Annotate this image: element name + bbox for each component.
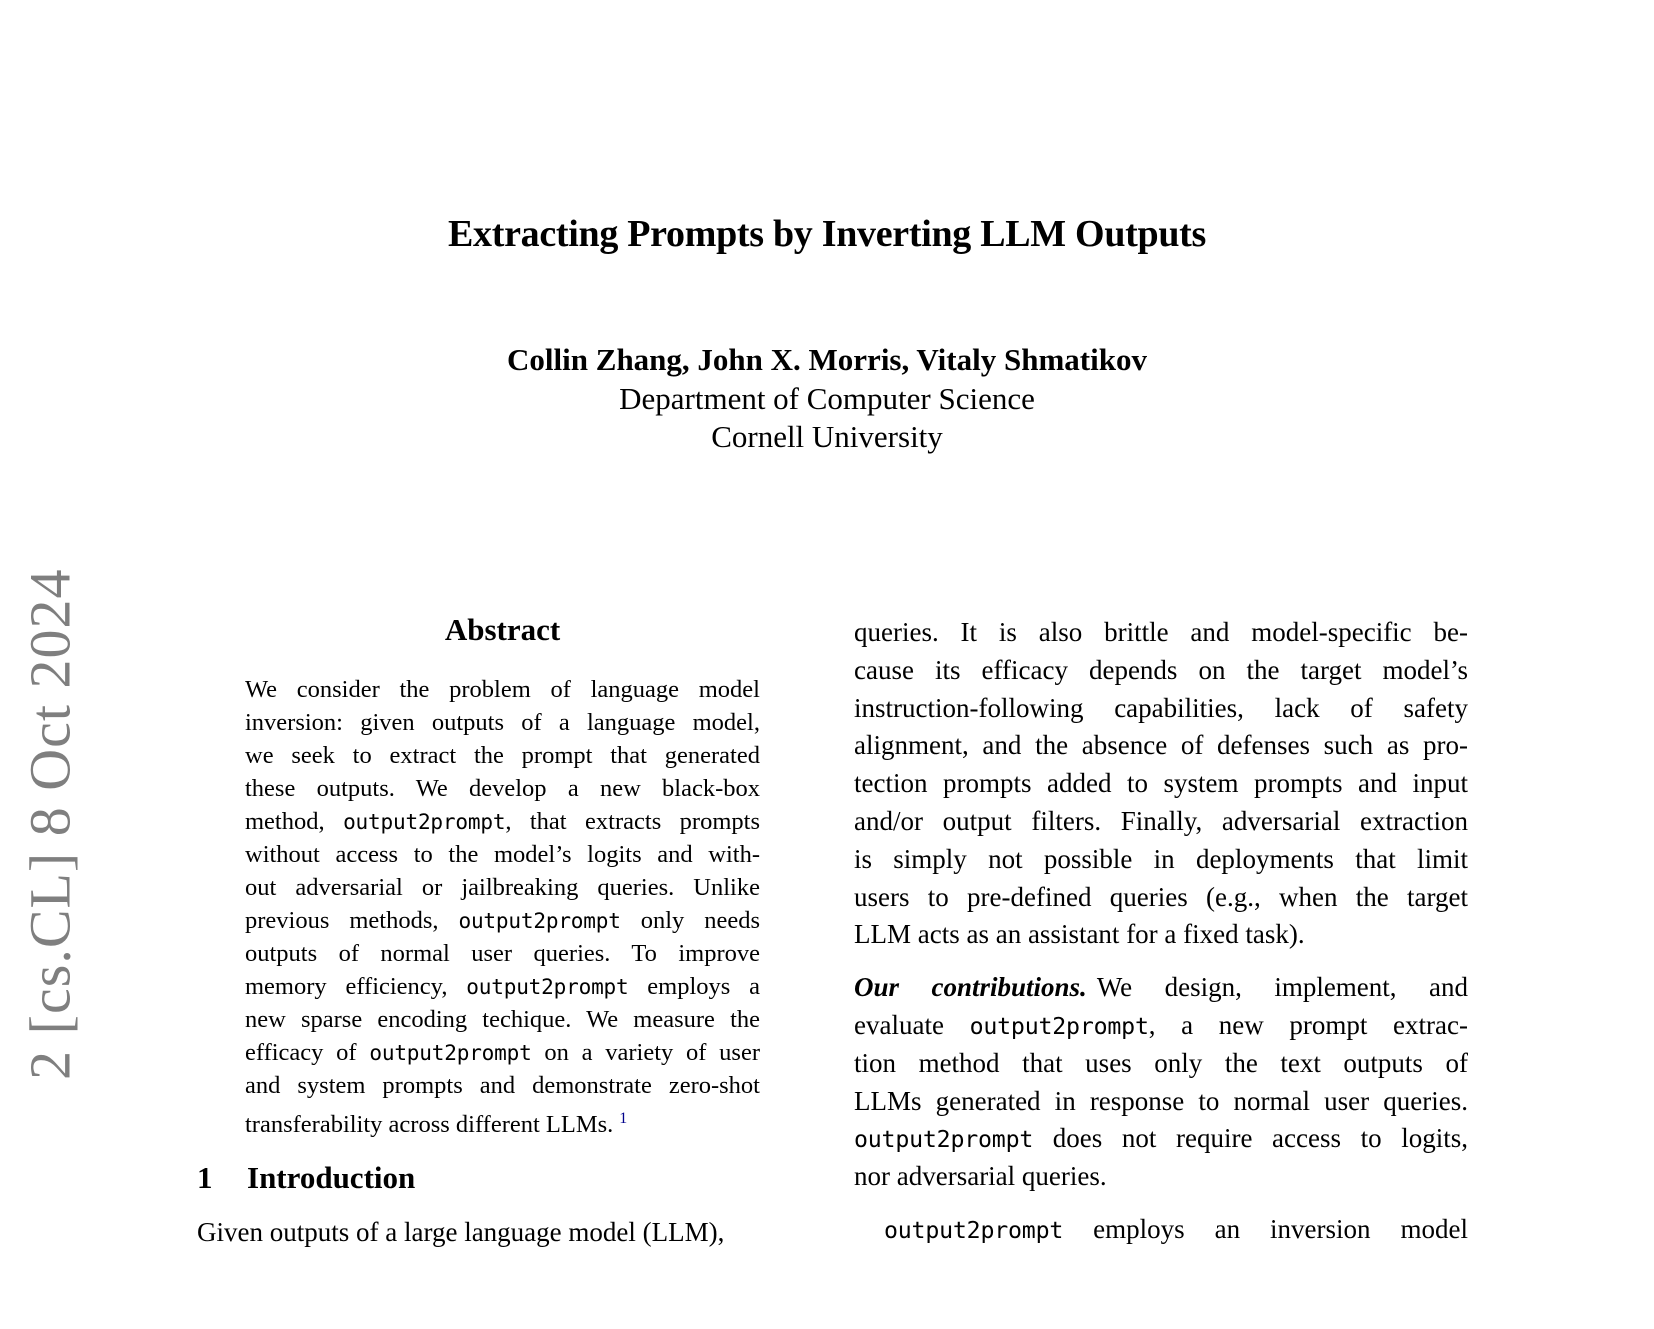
paragraph-line: LLM acts as an assistant for a fixed task). <box>854 919 1305 950</box>
text-run: LLMs generated in response to normal user queries. <box>854 1085 1468 1116</box>
text-run: employs an inversion model <box>1063 1213 1468 1244</box>
paragraph-line: alignment, and the absence of defenses such as pro- <box>854 730 1468 761</box>
text-run: on a variety of user <box>531 1039 761 1066</box>
paragraph-line: users to pre-defined queries (e.g., when the target <box>854 881 1468 912</box>
paragraph-line: cause its efficacy depends on the target model’s <box>854 654 1468 685</box>
text-run: nor adversarial queries. <box>854 1161 1107 1192</box>
contributions-line <box>854 1158 1468 1196</box>
abstract-line <box>245 904 760 937</box>
section-title: Introduction <box>247 1160 416 1195</box>
contributions-run-in-heading: Our contributions. <box>854 972 1087 1003</box>
text-run: , that extracts prompts <box>505 808 760 835</box>
introduction-paragraph: Given outputs of a large language model (LLM), <box>197 1217 725 1247</box>
text-run: these outputs. We develop a new black-box <box>245 775 760 802</box>
paragraph-line: instruction-following capabilities, lack of safety <box>854 692 1468 723</box>
abstract-line <box>245 1069 760 1102</box>
code-method-name: output2prompt <box>969 1012 1149 1040</box>
abstract-heading: Abstract <box>444 612 561 647</box>
abstract-line <box>245 838 760 871</box>
text-run: without access to the model’s logits and with- <box>245 841 760 868</box>
text-run: evaluate <box>854 1009 970 1040</box>
text-run: efficacy of <box>245 1039 370 1066</box>
contributions-line <box>854 1007 1468 1045</box>
abstract-line <box>245 1036 760 1069</box>
paragraph-line: tection prompts added to system prompts and input <box>854 768 1468 799</box>
text-run: We design, implement, and <box>1096 972 1468 1003</box>
text-run: and system prompts and demonstrate zero-shot <box>245 1072 760 1099</box>
section-heading-introduction <box>197 1160 415 1196</box>
paragraph-line: is simply not possible in deployments that limit <box>854 843 1468 874</box>
text-run: We consider the problem of language model <box>245 676 760 703</box>
abstract-line <box>245 706 760 739</box>
abstract-line <box>245 937 760 970</box>
abstract-line <box>245 1003 760 1036</box>
abstract-body <box>245 673 761 1139</box>
code-method-name: output2prompt <box>466 974 629 999</box>
abstract-line <box>245 673 760 706</box>
code-method-name: output2prompt <box>458 908 621 933</box>
abstract-line <box>245 739 760 772</box>
text-run: memory efficiency, <box>245 973 467 1000</box>
contributions-line <box>854 1045 1468 1083</box>
contributions-line <box>854 1083 1468 1121</box>
text-run: we seek to extract the prompt that generated <box>245 742 760 769</box>
text-run: out adversarial or jailbreaking queries. Unlike <box>245 874 760 901</box>
text-run: new sparse encoding techique. We measure the <box>245 1006 760 1033</box>
paragraph-line: queries. It is also brittle and model-specific be- <box>854 617 1468 647</box>
code-method-name: output2prompt <box>884 1216 1064 1244</box>
text-run: employs a <box>628 973 760 1000</box>
text-run: method, <box>245 808 344 835</box>
text-run: , a new prompt extrac- <box>1148 1009 1468 1040</box>
affiliation-university: Cornell University <box>711 419 943 454</box>
contributions-line <box>854 969 1468 1007</box>
abstract-line <box>245 871 760 904</box>
right-column-text <box>854 614 1468 1249</box>
abstract-line <box>245 805 760 838</box>
paragraph-gap <box>854 954 1468 969</box>
text-run: tion method that uses only the text outputs of <box>854 1047 1468 1078</box>
section-number: 1 <box>197 1160 213 1195</box>
text-run: previous methods, <box>245 907 459 934</box>
paragraph-line <box>854 1211 1468 1249</box>
abstract-line <box>245 1102 760 1139</box>
text-run: only needs <box>620 907 760 934</box>
text-run: outputs of normal user queries. To improve <box>245 940 760 967</box>
paragraph-line: and/or output filters. Finally, adversarial extraction <box>854 805 1468 836</box>
code-method-name: output2prompt <box>369 1040 532 1065</box>
abstract-line <box>245 970 760 1003</box>
code-method-name: output2prompt <box>854 1126 1034 1154</box>
paper-title: Extracting Prompts by Inverting LLM Outputs <box>447 213 1207 255</box>
text-run: transferability across different LLMs. <box>245 1111 614 1139</box>
text-run: does not require access to logits, <box>1033 1123 1468 1154</box>
affiliation-department: Department of Computer Science <box>619 381 1035 416</box>
arxiv-margin-stamp: 2 [cs.CL] 8 Oct 2024 <box>17 568 83 1080</box>
abstract-line <box>245 772 760 805</box>
author-list: Collin Zhang, John X. Morris, Vitaly Shmatikov <box>507 342 1147 377</box>
text-run: inversion: given outputs of a language model, <box>245 709 760 736</box>
code-method-name: output2prompt <box>343 809 506 834</box>
footnote-link[interactable]: 1 <box>619 1110 628 1127</box>
paragraph-gap <box>854 1196 1468 1211</box>
contributions-line <box>854 1120 1468 1158</box>
